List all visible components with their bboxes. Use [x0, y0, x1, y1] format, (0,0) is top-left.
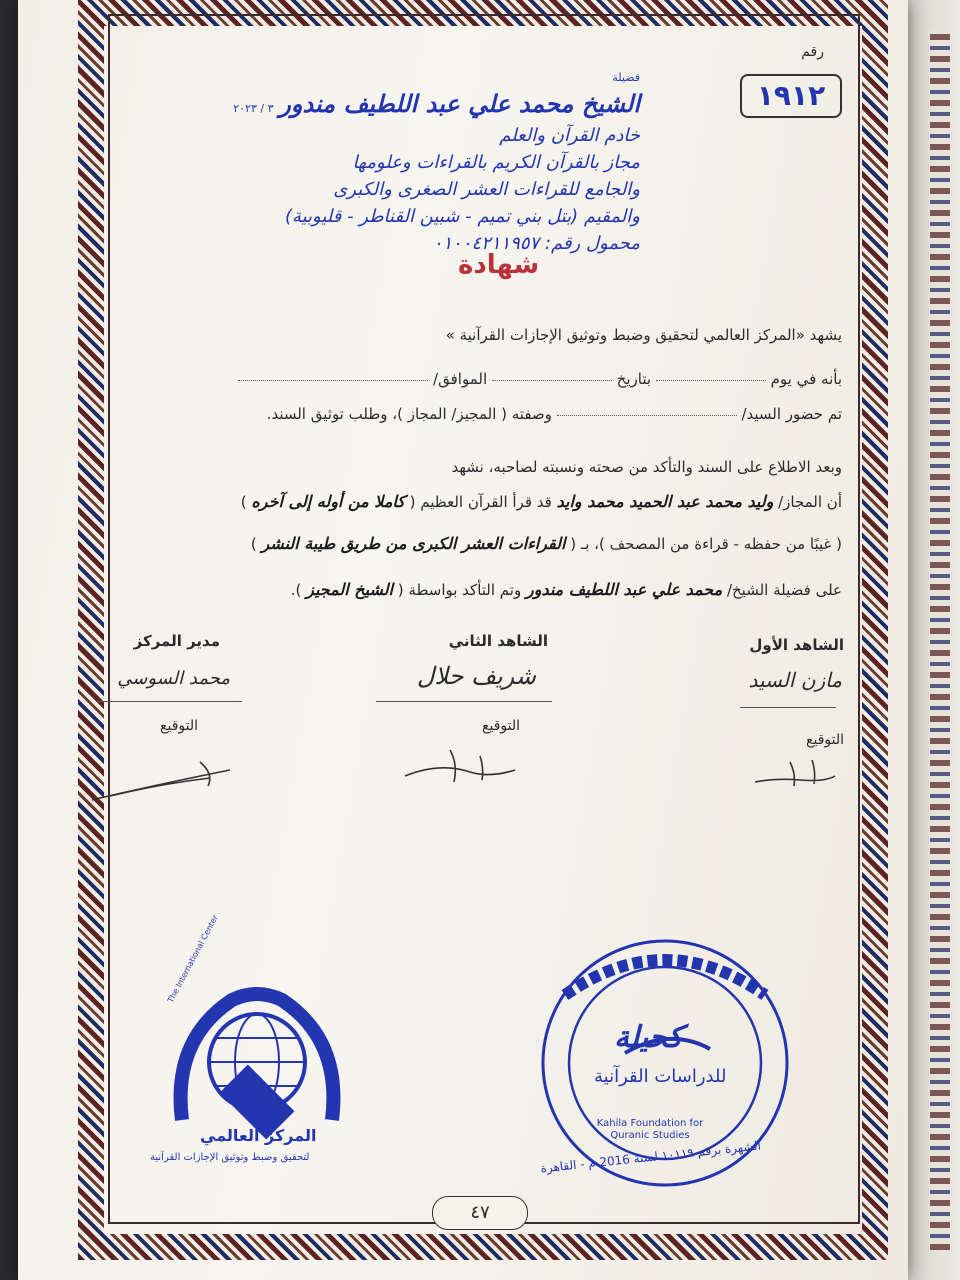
- seal-left-title: المركز العالمي: [200, 1126, 317, 1145]
- stamp-heading: فضيلة: [612, 71, 640, 84]
- witness-one-signature: [750, 752, 840, 792]
- stamp-date: ٣ / ٢٠٢٣: [233, 102, 274, 115]
- stamp-line: والجامع للقراءات العشر الصغرى والكبرى: [333, 179, 640, 200]
- certificate-number: ١٩١٢: [740, 74, 842, 118]
- director-title: مدير المركز: [133, 632, 220, 650]
- adjacent-page: [908, 0, 960, 1280]
- licensee-label: أن المجاز/: [778, 493, 842, 511]
- witness-one-name-line: [740, 706, 836, 708]
- day-line: [238, 370, 842, 388]
- sheikh-stamp: [220, 64, 640, 257]
- qiraat-text: القراءات العشر الكبرى من طريق طيبة النشر: [261, 534, 566, 553]
- director-sign-label: التوقيع: [160, 718, 198, 734]
- witness-two-signature: [400, 742, 520, 788]
- director-name-line: [96, 700, 242, 702]
- read-label: قد قرأ القرآن العظيم (: [409, 493, 552, 511]
- stamp-line: والمقيم (بتل بني تميم - شبين القناطر - قليوبية): [284, 206, 640, 227]
- verified-label: وتم التأكد بواسطة (: [397, 581, 522, 599]
- corresponding-label: الموافق/: [433, 370, 488, 388]
- witness-two-sign-label: التوقيع: [482, 718, 520, 734]
- seal-right-subtitle: للدراسات القرآنية: [594, 1066, 727, 1087]
- intro-line: يشهد «المركز العالمي لتحقيق وضبط وتوثيق الإجازات القرآنية »: [445, 326, 842, 344]
- close-paren: ).: [290, 581, 302, 599]
- licensee-name: وليد محمد عبد الحميد محمد وايد: [556, 492, 774, 511]
- verified-by: الشيخ المجيز: [306, 580, 393, 599]
- corresponding-blank: [238, 379, 428, 381]
- date-label: بتاريخ: [616, 370, 652, 388]
- day-blank: [656, 379, 766, 381]
- read-scope: كاملا من أوله إلى آخره: [251, 492, 405, 511]
- capacity-text: وصفته ( المجيز/ المجاز )، وطلب توثيق السند.: [266, 405, 552, 423]
- witness-one-sign-label: التوقيع: [806, 732, 844, 748]
- adjacent-page-border: [930, 30, 950, 1250]
- presence-line: [267, 405, 842, 423]
- witness-one-name: مازن السيد: [748, 668, 842, 692]
- date-blank: [492, 379, 612, 381]
- mode-line: ( غيبًا من حفظه - قراءة من المصحف )، بـ ( القراءات العشر الكبرى من طريق طيبة النشر ): [250, 534, 842, 553]
- sheikh-label: على فضيلة الشيخ/: [726, 581, 842, 599]
- seal-left-ring-text: The International Center: [166, 913, 220, 1005]
- director-signature: [90, 756, 240, 806]
- licensee-line: أن المجاز/ وليد محمد عبد الحميد محمد وايد قد قرأ القرآن العظيم ( كاملا من أوله إلى آخره ): [240, 492, 842, 511]
- stamp-line: مجاز بالقرآن الكريم بالقراءات وعلومها: [352, 152, 640, 173]
- sheikh-name: محمد علي عبد اللطيف مندور: [525, 580, 723, 599]
- day-label: بأنه في يوم: [770, 370, 842, 388]
- seal-left-subtitle: لتحقيق وضبط وتوثيق الإجازات القرآنية: [150, 1152, 310, 1163]
- seal-right-english: Kahila Foundation for Quranic Studies: [596, 1118, 704, 1141]
- mode-text: ( غيبًا من حفظه - قراءة من المصحف )، بـ (: [570, 535, 842, 553]
- sheikh-line: [291, 580, 842, 599]
- stamp-name: الشيخ محمد علي عبد اللطيف مندور: [279, 90, 640, 118]
- stamp-line: خادم القرآن والعلم: [499, 125, 640, 146]
- witness-one-title: الشاهد الأول: [749, 636, 844, 654]
- number-label: رقم: [801, 44, 824, 60]
- presence-blank: [557, 414, 737, 416]
- witness-two-title: الشاهد الثاني: [448, 632, 548, 650]
- seal-right-ring: الشهرة برقم ١٠١١٩ لسنة 2016 م - القاهرة: [539, 1138, 762, 1176]
- director-name: محمد السوسي: [117, 668, 230, 689]
- seal-right-name: كحيلة: [614, 1020, 683, 1055]
- witness-two-name: شريف حلال: [416, 662, 536, 690]
- certificate-title: شهادة: [458, 250, 540, 280]
- presence-label: تم حضور السيد/: [741, 405, 842, 423]
- witness-two-name-line: [376, 700, 552, 702]
- review-line: وبعد الاطلاع على السند والتأكد من صحته ونسبته لصاحبه، نشهد: [451, 458, 842, 476]
- stamp-phone: محمول رقم: ٠١٠٠٤٢١١٩٥٧: [432, 233, 640, 254]
- page-number: ٤٧: [432, 1196, 528, 1230]
